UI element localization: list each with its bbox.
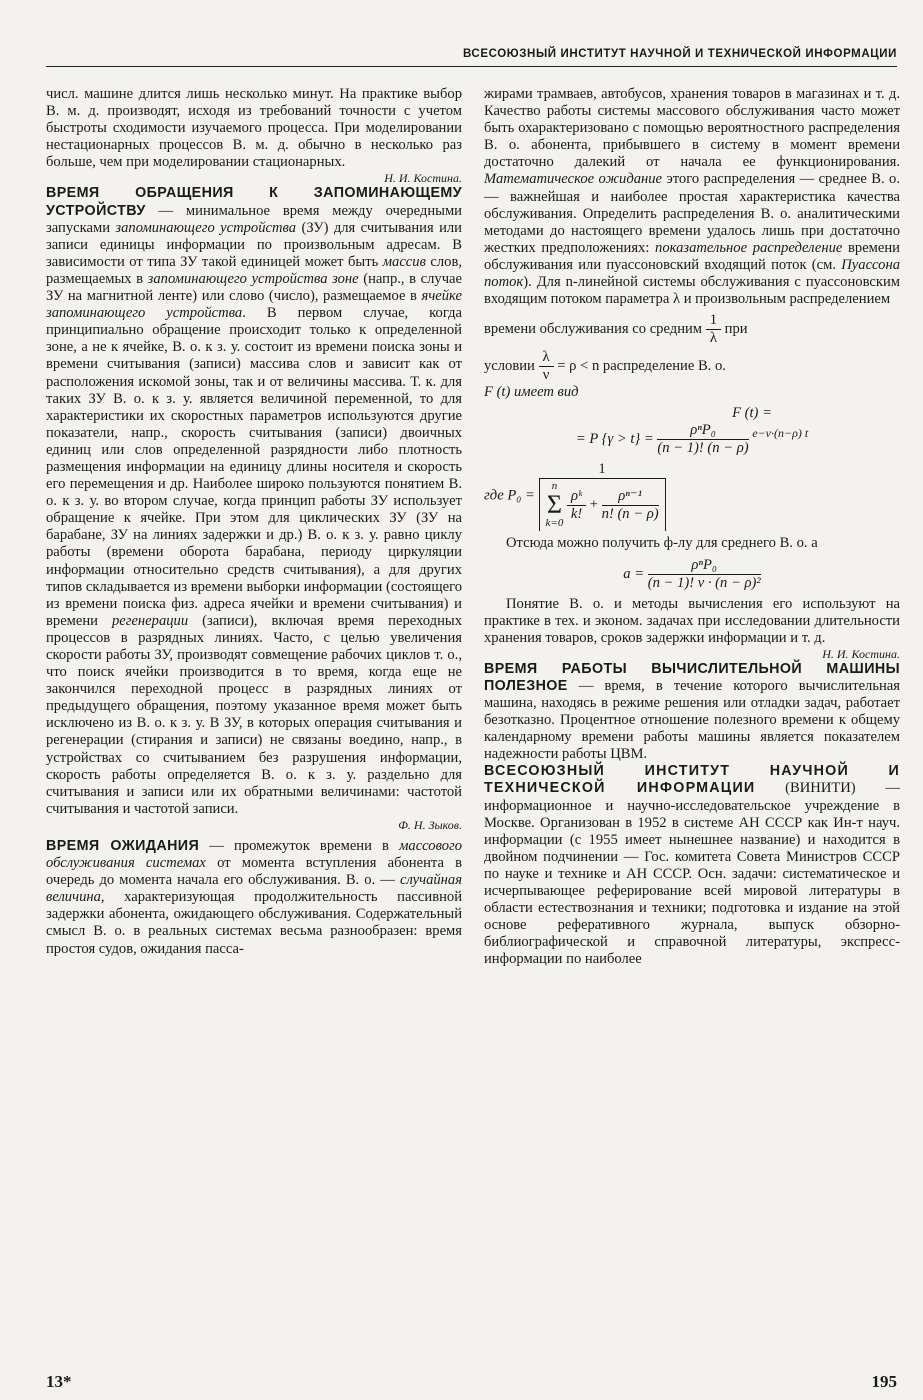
entry-viniti: ВСЕСОЮЗНЫЙ ИНСТИТУТ НАУЧНОЙ И ТЕХНИЧЕСКОЙ ИНФОРМАЦИИ (ВИНИТИ) — информационное и научно-исследовательское учреждение в Москве. Организован в 1952 в системе АН СССР как Ин-т науч. информации (с 1955 имеет нынешнее название) и находится в двойном подчинении — Гос. комитета Совета Министров СССР по науке и технике и АН СССР. Осн. задачи: систематическое и исчерпывающее реферирование всей мировой литературы в области естествознания и техники; подготовка и издание на этой основе реферативного журнала, выпуск обзорно-библиографической и справочной литературы, экспресс-информации по наиболее (484, 763, 900, 968)
entry-vremya-ozhidaniya: ВРЕМЯ ОЖИДАНИЯ — промежуток времени в массового обслуживания системах от момента вступления абонента в очередь до момента начала его обслуживания. В. о. — случайная величина, характеризующая продолжительность пассивной задержки абонента, ожидающего обслуживания. Содержательный смысл В. о. в реальных системах весьма разнообразен: время простоя судов, ожидания пасса- (46, 837, 463, 957)
entry-headword: ВСЕСОЮЗНЫЙ ИНСТИТУТ НАУЧНОЙ И ТЕХНИЧЕСКОЙ ИНФОРМАЦИИ (484, 763, 900, 797)
author-signature: Н. И. Костина. (384, 171, 462, 186)
entry-headword: ВРЕМЯ РАБОТЫ ВЫЧИСЛИТЕЛЬНОЙ МАШИНЫ ПОЛЕЗНОЕ (484, 660, 900, 694)
entry-vremya-obrashcheniya: ВРЕМЯ ОБРАЩЕНИЯ К ЗАПОМИНАЮЩЕМУ УСТРОЙСТВУ — минимальное время между очередными запусками запоминающего устройства (ЗУ) для считывания или записи единицы информации по произвольным адресам. В зависимости от типа ЗУ такой единицей может быть массив слов, размещаемых в запоминающего устройства зоне (напр., в случае ЗУ на магнитной ленте) или слово (число), размещаемое в ячейке запоминающего устройства. В первом случае, когда принципиально обращение происходит только к определенной зоне, а не к ячейке, В. о. к з. у. состоит из времени поиска зоны и времени считывания (записи) массива слов и зависит как от расположения искомой зоны, так и от величины массива. Т. к. для таких ЗУ В. о. к з. у. является величиной переменной, то для характеристики их скоростных параметров используются другие показатели, напр., скорость считывания (записи) двоичных единиц или слов определенной разрядности либо плотность размещения информации на единицу длины носителя и скорость его перемещения и др. Наиболее широко пользуются понятием В. о. к з. у. во втором случае, когда принцип работы ЗУ использует обращение к ячейке. При этом для циклических ЗУ (ЗУ на барабане, ЗУ на линиях задержки и др.) В. о. к з. у. равно циклу работы (времени оборота барабана, периоду циркуляции информации относительно средств считывания), а для других типов складывается из времени выборки информации (состоящего из времени поиска физ. адреса ячейки и времени считывания) и времени регенерации (записи), включая время переходных процессов в разрядных линиях. Часто, с целью увеличения скорости работы ЗУ, производят совмещение рабочих циклов т. о., что поиск ячейки производится в то время, когда еще не закончился переходной процесс в разрядных линиях от предыдущего обращения, поэтому указанное время может быть исключено из В. о. к з. у. В ЗУ, в которых операция считывания и регенерации (стирания и записи) не связаны воедино, напр., в устройствах со считыванием без разрушения информации, скорость работы определяется В. о. к з. у. раздельно для считывания и записи или их обратными величинами: частотой считывания и частотой записи. (46, 185, 462, 817)
entry-vremya-raboty: ВРЕМЯ РАБОТЫ ВЫЧИСЛИТЕЛЬНОЙ МАШИНЫ ПОЛЕЗНОЕ — время, в течение которого вычислительная машина, находясь в режиме решения или отладки задач, работает безотказно. Процентное отношение полезного времени к общему календарному времени работы машины является показателем надежности работы ЦВМ. (484, 660, 900, 763)
fraction-one-over-lambda: $\frac{1}{\lambda}$ (706, 312, 721, 347)
fraction-lambda-over-nu: $\frac{\lambda}{\nu}$ (539, 349, 554, 384)
formula-intro: F (t) имеет вид (484, 384, 579, 401)
signature-mark: 13* (46, 1372, 72, 1391)
paragraph: Отсюда можно получить ф-лу для среднего В. о. a (506, 535, 818, 552)
running-header-title: ВСЕСОЮЗНЫЙ ИНСТИТУТ НАУЧНОЙ И ТЕХНИЧЕСКОЙ ИНФОРМАЦИИ (462, 48, 897, 60)
formula-line: времени обслуживания со средним $\frac{1}{\lambda}$ при (484, 312, 748, 347)
right-column (484, 86, 900, 968)
formula-a: a = $\frac{\text{ρⁿP₀}}{\text{(n − 1)! ν · (n − ρ)²}}$ (623, 556, 761, 591)
paragraph: жирами трамваев, автобусов, хранения товаров в магазинах и т. д. Качество работы системы массового обслуживания часто может быть охарактеризовано с помощью вероятностного распределения В. о. абонента, прибывшего в систему в момент времени достаточно далекий от начала ее функционирования. Математическое ожидание этого распределения — среднее В. о. — важнейшая и наиболее простая характеристика качества обслуживания. Определить распределения В. о. аналитическими методами до настоящего времени удалось лишь при достаточно жестких предположениях: показательное распределение времени обслуживания или пуассоновский входящий поток (см. Пуассона поток). Для n-линейной системы обслуживания с пуассоновским входящим потоком параметра λ и произвольным распределением (484, 86, 900, 308)
paragraph: числ. машине длится лишь несколько минут. На практике выбор В. м. д. производят, исходя из требований точности с учетом быстроты сходимости изучаемого процесса. При моделировании нестационарных процессов В. м. д. обычно в несколько раз больше, чем при моделировании стационарных. (46, 86, 462, 171)
formula-F-t: F (t) = = P {γ > t} = $\frac{\text{ρⁿP₀}}{(n - 1)! (n - \rho)}$ $^{e-\nu\cdot(n-\rho) t}$ (575, 405, 809, 457)
formula-line: условии $\frac{\lambda}{\nu}$ = ρ < n распределение В. о. (484, 349, 726, 384)
author-signature: Ф. Н. Зыков. (398, 817, 462, 832)
entry-headword: ВРЕМЯ ОБРАЩЕНИЯ К ЗАПОМИНАЮЩЕМУ УСТРОЙСТВУ (46, 185, 462, 219)
formula-P0: где P₀ = 1 n Σ k=0 $\frac{\text{ρᵏ}}{k!}$ + $\frac{\text{ρⁿ⁻¹}}{n! (n - \rho)}$ (484, 461, 900, 531)
author-signature: Н. И. Костина. (822, 646, 900, 661)
entry-headword: ВРЕМЯ ОЖИДАНИЯ (46, 837, 200, 854)
page-number: 195 (871, 1372, 897, 1391)
running-header (46, 44, 897, 67)
paragraph: Понятие В. о. и методы вычисления его используют на практике в тех. и эконом. задачах при исследовании длительности хранения товаров, сроков задержки информации и т. д. (484, 595, 900, 646)
left-column (46, 86, 462, 958)
